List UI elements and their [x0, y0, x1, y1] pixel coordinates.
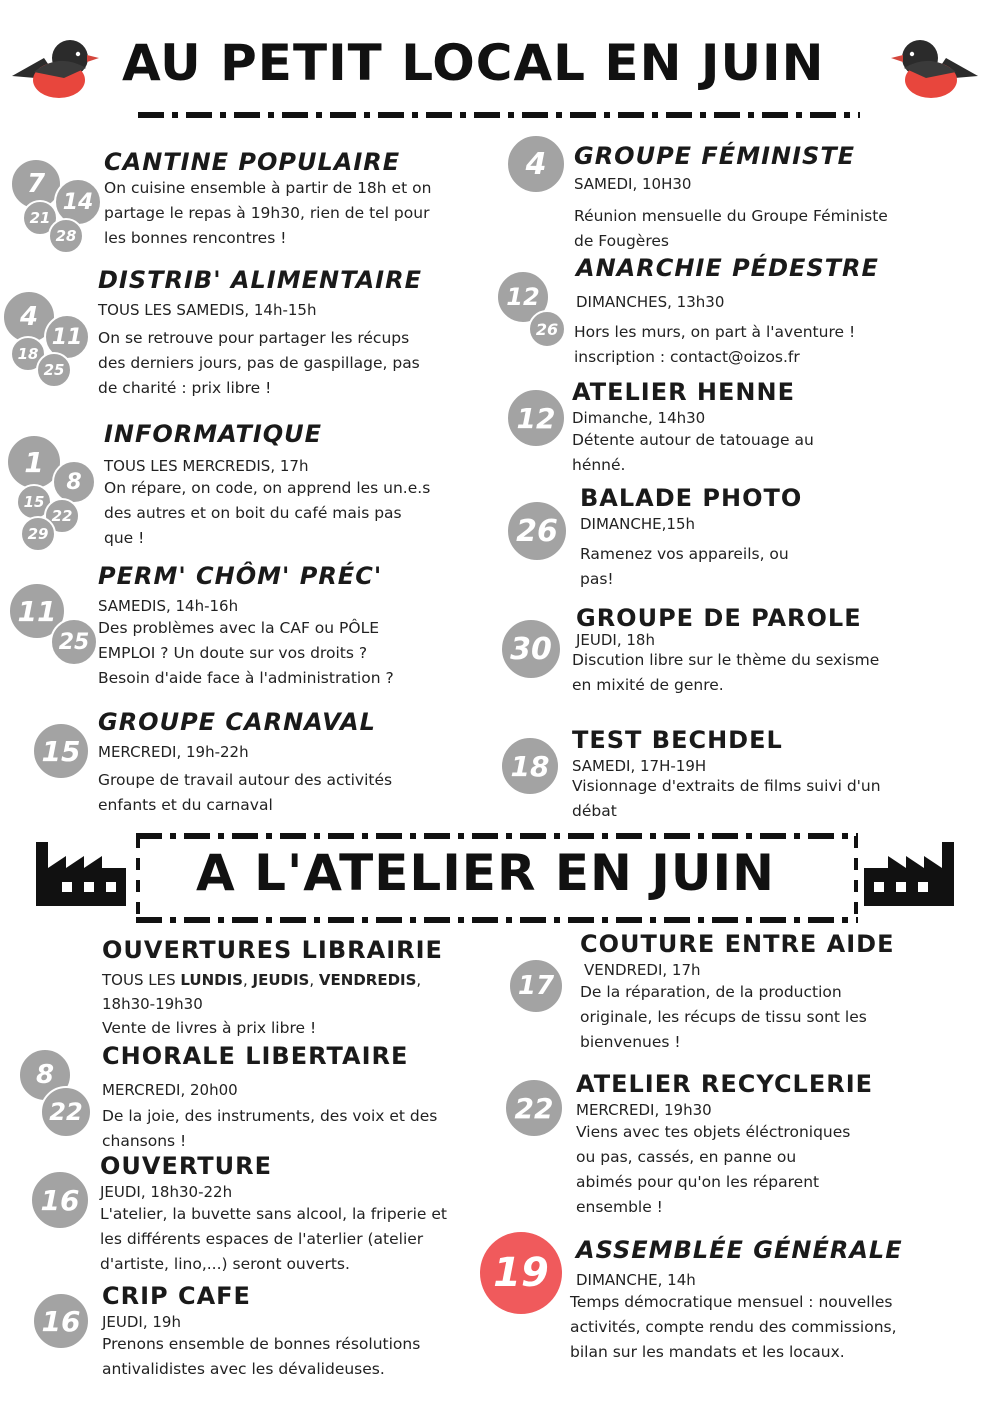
event-schedule: MERCREDI, 20h00 — [102, 1081, 238, 1099]
event-description: On répare, on code, on apprend les un.e.s des autres et on boit du café mais pas que ! — [104, 479, 431, 547]
event-description: De la joie, des instruments, des voix et des chansons ! — [102, 1107, 438, 1150]
event-schedule: JEUDI, 19h — [102, 1313, 181, 1331]
date-circle: 12 — [496, 270, 550, 324]
date-circle: 18 — [10, 336, 46, 372]
event-schedule: TOUS LES SAMEDIS, 14h-15h — [98, 301, 317, 319]
event-title: GROUPE CARNAVAL — [98, 708, 376, 736]
date-circle: 18 — [500, 736, 560, 796]
date-circle: 15 — [32, 722, 90, 780]
event-description: Réunion mensuelle du Groupe Féministe de Fougères — [574, 207, 888, 250]
date-circle: 12 — [506, 388, 566, 448]
event-schedule: SAMEDIS, 14h-16h — [98, 597, 239, 615]
event-description: Vente de livres à prix libre ! — [102, 1019, 317, 1037]
event-description: Détente autour de tatouage au hénné. — [572, 431, 814, 474]
event-title: OUVERTURES LIBRAIRIE — [102, 936, 443, 964]
bullfinch-bird-icon-right — [886, 28, 986, 103]
event-schedule: SAMEDI, 10H30 — [574, 175, 692, 193]
event-groupe-feministe — [574, 142, 888, 254]
date-circle: 1 — [6, 434, 62, 490]
event-description: Hors les murs, on part à l'aventure ! inscription : contact@oizos.fr — [574, 323, 856, 366]
event-schedule: Dimanche, 14h30 — [572, 409, 706, 427]
event-description: Des problèmes avec la CAF ou PÔLE EMPLOI ? Un doute sur vos droits ? Besoin d'aide face à l'administration ? — [98, 619, 394, 687]
event-title: GROUPE FÉMINISTE — [574, 142, 856, 170]
date-circle: 8 — [52, 460, 96, 504]
event-description: De la réparation, de la production originale, les récups de tissu sont les bienvenues ! — [580, 983, 867, 1051]
date-circle: 8 — [18, 1048, 72, 1102]
event-title: PERM' CHÔM' PRÉC' — [98, 562, 383, 590]
event-description: Discution libre sur le thème du sexisme en mixité de genre. — [572, 651, 880, 694]
event-couture-entre-aide — [580, 930, 895, 1055]
event-schedule: JEUDI, 18h — [576, 631, 655, 649]
event-distrib-alimentaire — [98, 266, 422, 401]
event-title: ANARCHIE PÉDESTRE — [576, 254, 879, 282]
date-circle: 15 — [16, 484, 52, 520]
date-circle: 4 — [2, 290, 56, 344]
event-schedule: SAMEDI, 17H-19H — [572, 757, 707, 775]
event-title: CHORALE LIBERTAIRE — [102, 1042, 409, 1070]
event-description: Ramenez vos appareils, ou pas! — [580, 545, 789, 588]
date-circle: 29 — [20, 516, 56, 552]
event-description: Viens avec tes objets éléctroniques ou pas, cassés, en panne ou abimés pour qu'on les réparent ensemble ! — [576, 1123, 851, 1216]
event-groupe-de-parole — [572, 604, 880, 698]
event-description: Temps démocratique mensuel : nouvelles activités, compte rendu des commissions, bilan sur les mandats et les locaux. — [570, 1293, 897, 1361]
event-ouvertures-librairie — [102, 936, 443, 1041]
date-circle: 17 — [508, 958, 564, 1014]
date-circle: 22 — [504, 1078, 564, 1138]
date-circle: 28 — [48, 218, 84, 254]
date-circle: 30 — [500, 618, 562, 680]
event-schedule: VENDREDI, 17h — [584, 961, 701, 979]
date-circle: 26 — [528, 310, 566, 348]
event-perm-chom-prec — [98, 562, 394, 691]
event-atelier-recyclerie — [576, 1070, 873, 1220]
event-test-bechdel — [572, 726, 881, 824]
page-title-local: AU PETIT LOCAL EN JUIN — [122, 34, 825, 92]
event-cantine-populaire — [104, 148, 431, 251]
event-description: L'atelier, la buvette sans alcool, la friperie et les différents espaces de l'aterlier (atelier d'artiste, lino,...) seront ouverts. — [100, 1205, 447, 1273]
event-title: TEST BECHDEL — [572, 726, 783, 754]
event-groupe-carnaval — [98, 708, 392, 818]
event-title: DISTRIB' ALIMENTAIRE — [98, 266, 422, 294]
date-circle: 11 — [8, 582, 66, 640]
event-title: CANTINE POPULAIRE — [104, 148, 401, 176]
event-schedule: JEUDI, 18h30-22h — [100, 1183, 233, 1201]
event-atelier-henne — [572, 378, 814, 478]
event-schedule: TOUS LES MERCREDIS, 17h — [104, 457, 309, 475]
date-circle: 26 — [506, 500, 568, 562]
event-title: INFORMATIQUE — [104, 420, 323, 448]
event-informatique — [104, 420, 430, 551]
event-description: On se retrouve pour partager les récups des derniers jours, pas de gaspillage, pas de charité : prix libre ! — [98, 329, 420, 397]
event-title: ATELIER HENNE — [572, 378, 795, 406]
event-assemblee-generale — [570, 1236, 903, 1365]
date-circle: 22 — [44, 498, 80, 534]
date-circle-highlight: 19 — [478, 1230, 564, 1316]
date-circle: 25 — [50, 618, 98, 666]
event-balade-photo — [580, 484, 802, 592]
factory-icon-left — [36, 838, 126, 906]
title-underline-dashes — [138, 108, 860, 122]
event-title: CRIP CAFE — [102, 1282, 251, 1310]
event-anarchie-pedestre — [576, 254, 879, 370]
date-circle: 11 — [44, 314, 90, 360]
event-schedule: DIMANCHES, 13h30 — [576, 293, 725, 311]
date-circle: 4 — [506, 134, 566, 194]
event-description: On cuisine ensemble à partir de 18h et on partage le repas à 19h30, rien de tel pour les bonnes rencontres ! — [104, 179, 432, 247]
event-title: OUVERTURE — [100, 1152, 272, 1180]
date-circle: 14 — [54, 178, 102, 226]
date-circle: 16 — [30, 1170, 90, 1230]
date-circle: 25 — [36, 352, 72, 388]
event-title: ATELIER RECYCLERIE — [576, 1070, 874, 1098]
event-schedule: TOUS LES LUNDIS, JEUDIS, VENDREDIS, — [102, 971, 422, 989]
event-title: COUTURE ENTRE AIDE — [580, 930, 895, 958]
date-circle: 16 — [32, 1292, 90, 1350]
bullfinch-bird-icon-left — [4, 28, 104, 103]
page-title-atelier: A L'ATELIER EN JUIN — [196, 844, 775, 902]
event-crip-cafe — [102, 1282, 420, 1382]
event-title: GROUPE DE PAROLE — [576, 604, 862, 632]
date-circle: 21 — [22, 200, 58, 236]
event-schedule: DIMANCHE,15h — [580, 515, 695, 533]
event-ouverture — [100, 1152, 447, 1277]
event-description: Groupe de travail autour des activités enfants et du carnaval — [98, 771, 393, 814]
event-schedule: MERCREDI, 19h30 — [576, 1101, 712, 1119]
event-schedule: MERCREDI, 19h-22h — [98, 743, 249, 761]
event-title: ASSEMBLÉE GÉNÉRALE — [576, 1236, 903, 1264]
date-circle: 7 — [10, 158, 62, 210]
event-chorale-libertaire — [102, 1042, 437, 1154]
event-title: BALADE PHOTO — [580, 484, 803, 512]
event-description: Prenons ensemble de bonnes résolutions antivalidistes avec les dévalideuses. — [102, 1335, 421, 1378]
event-schedule: DIMANCHE, 14h — [576, 1271, 696, 1289]
factory-icon-right — [864, 838, 954, 906]
event-schedule-hours: 18h30-19h30 — [102, 995, 203, 1013]
event-description: Visionnage d'extraits de films suivi d'un débat — [572, 777, 881, 820]
date-circle: 22 — [40, 1086, 92, 1138]
